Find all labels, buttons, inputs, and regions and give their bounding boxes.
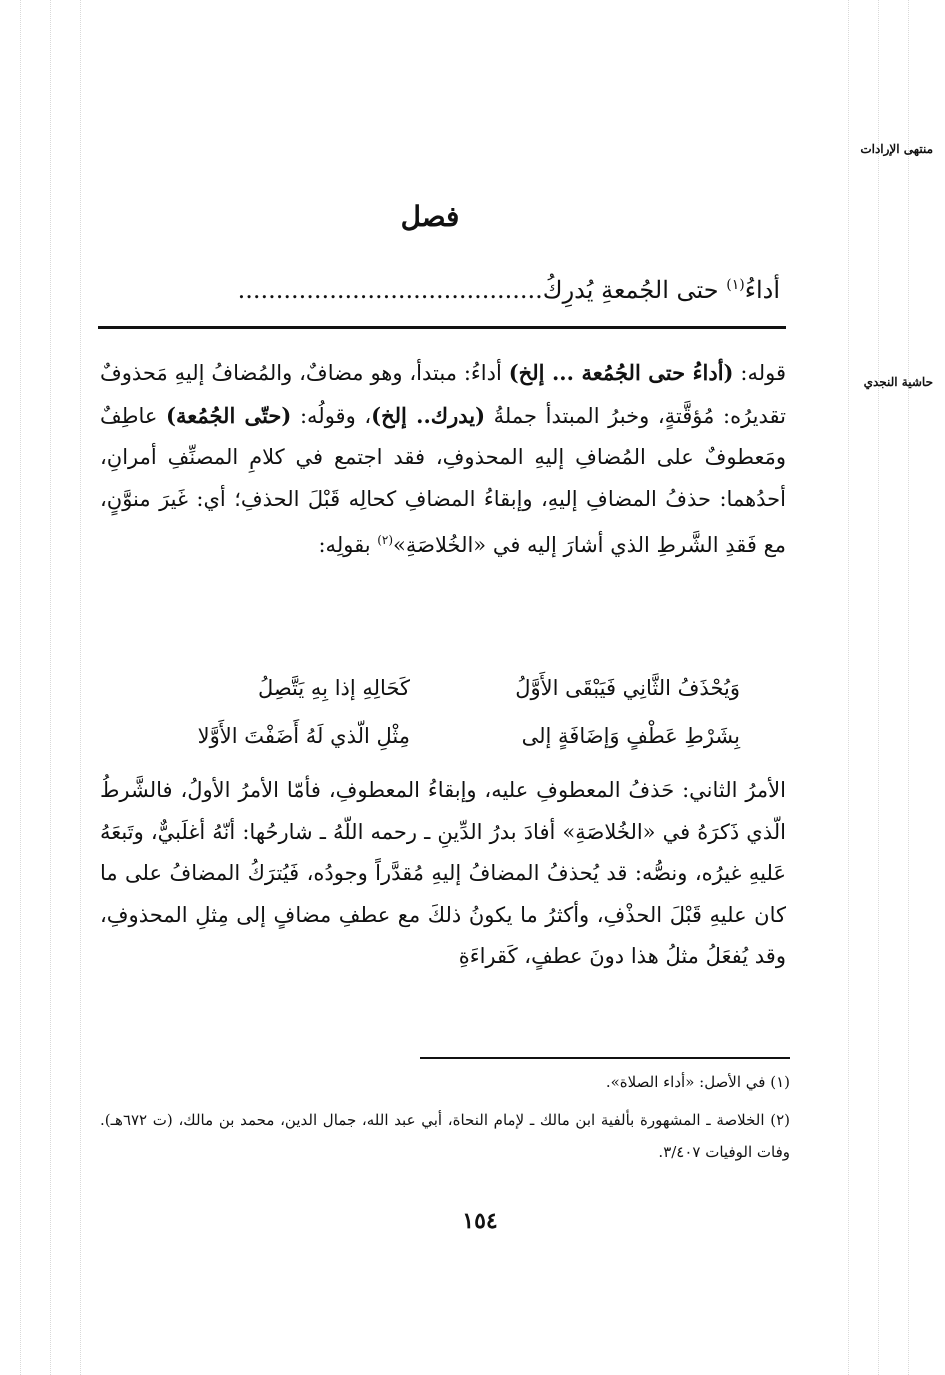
matn-line — [100, 262, 780, 313]
commentary-text: قوله: — [733, 361, 787, 385]
footnote-1: (١) في الأصل: «أداء الصلاة». — [605, 1073, 790, 1091]
commentary-label: حاشية النجدي — [863, 375, 933, 389]
footnote-ref-2: (٢) — [377, 533, 394, 547]
footnote-2: (٢) الخلاصة ـ المشهورة بألفية ابن مالك ـ لإمام النحاة، أبي عبد الله، جمال الدين، محمد بن مالك، (ت ٦٧٢هـ). وفات الوفيات ٣/٤٠٧. — [100, 1111, 790, 1161]
footnote-ref-1: (١) — [726, 277, 745, 293]
commentary-paragraph-2 — [100, 770, 786, 978]
running-head: منتهى الإرادات — [860, 142, 933, 156]
verse-hemistich-right: بِشَرْطِ عَطْفٍ وَإضَافَةٍ إلى — [521, 724, 740, 748]
commentary-paragraph-1 — [100, 352, 786, 567]
verse-line — [110, 676, 740, 716]
commentary-text: الأمرُ الثاني: حَذفُ المعطوفِ عليه، وإبقاءُ المعطوفِ، فأمّا الأمرُ الأولُ، فالشَّرطُ الّذي ذَكرَهُ في «الخُلاصَةِ» أفادَ بدرُ الدِّينِ ـ رحمه اللّهُ ـ شارحُها: أنّهُ أغلَبيٌّ، وتَبعَهُ عَليهِ غيرُه، ونصُّه: قد يُحذفُ المضافُ إليهِ مُقدَّراً وجودُه، فَيُترَكُ المضافُ على ما كان عليهِ قَبْلَ الحذْفِ، وأكثرُ ما يكونُ ذلكَ مع عطفِ مضافٍ إلى مِثلِ المحذوفِ، وقد يُفعَلُ مثلُ هذا دونَ عطفٍ، كَقراءَةِ — [100, 778, 786, 968]
commentary-text: بقولِه: — [318, 533, 378, 557]
quoted-matn: (أداءُ حتى الجُمُعة ... إلخ) — [508, 360, 734, 385]
scan-dotted-guide — [908, 0, 909, 1375]
footnotes — [100, 1066, 790, 1174]
commentary-text: أداءُ: مبتدأ، وهو مضافٌ، والمُضافُ إليهِ مَحذوفٌ تقديرُه: مُؤقَّتةٍ، وخبرُ المبتدأ جملةُ — [100, 361, 787, 428]
scan-dotted-guide — [20, 0, 21, 1375]
verse-hemistich-left: مِثْلِ الّذي لَهُ أَضَفْتَ الأَوَّلا — [197, 724, 410, 748]
matn-dots: ........................................ — [237, 276, 543, 304]
scan-dotted-guide — [878, 0, 879, 1375]
quoted-matn: (يدرك.. إلخ) — [371, 402, 486, 428]
commentary-text: ، وقولُه: — [291, 403, 372, 428]
scan-dotted-guide — [80, 0, 81, 1375]
verse-hemistich-left: كَحَالِهِ إذا بِهِ يَتَّصِلُ — [257, 676, 410, 700]
section-title: فصل — [400, 200, 460, 233]
verse-line — [110, 724, 740, 764]
page-number: ١٥٤ — [462, 1208, 498, 1234]
footnote-rule — [420, 1057, 790, 1059]
commentary-text: عاطِفٌ ومَعطوفٌ على المُضافِ إليهِ المحذوفِ، فقد اجتمع في كلامِ المصنِّفِ أمرانِ، أحدُهما: حذفُ المضافِ إليهِ، وإبقاءُ المضافِ كحالِه قَبْلَ الحذفِ؛ أي: غَيرَ منوَّنٍ، مع فَقدِ الشَّرطِ الذي أشارَ إليه في «الخُلاصَةِ» — [100, 403, 786, 557]
scan-dotted-guide — [50, 0, 51, 1375]
matn-text-rest: حتى الجُمعةِ يُدرِكُ — [542, 276, 727, 304]
scan-dotted-guide — [848, 0, 849, 1375]
quoted-matn: (حتّى الجُمُعة) — [166, 402, 292, 428]
matn-text: أداءُ — [744, 276, 780, 304]
separator-rule — [98, 326, 786, 329]
verse-hemistich-right: وَيُحْذَفُ الثَّانِي فَيَبْقَى الأَوَّلُ — [515, 676, 740, 700]
